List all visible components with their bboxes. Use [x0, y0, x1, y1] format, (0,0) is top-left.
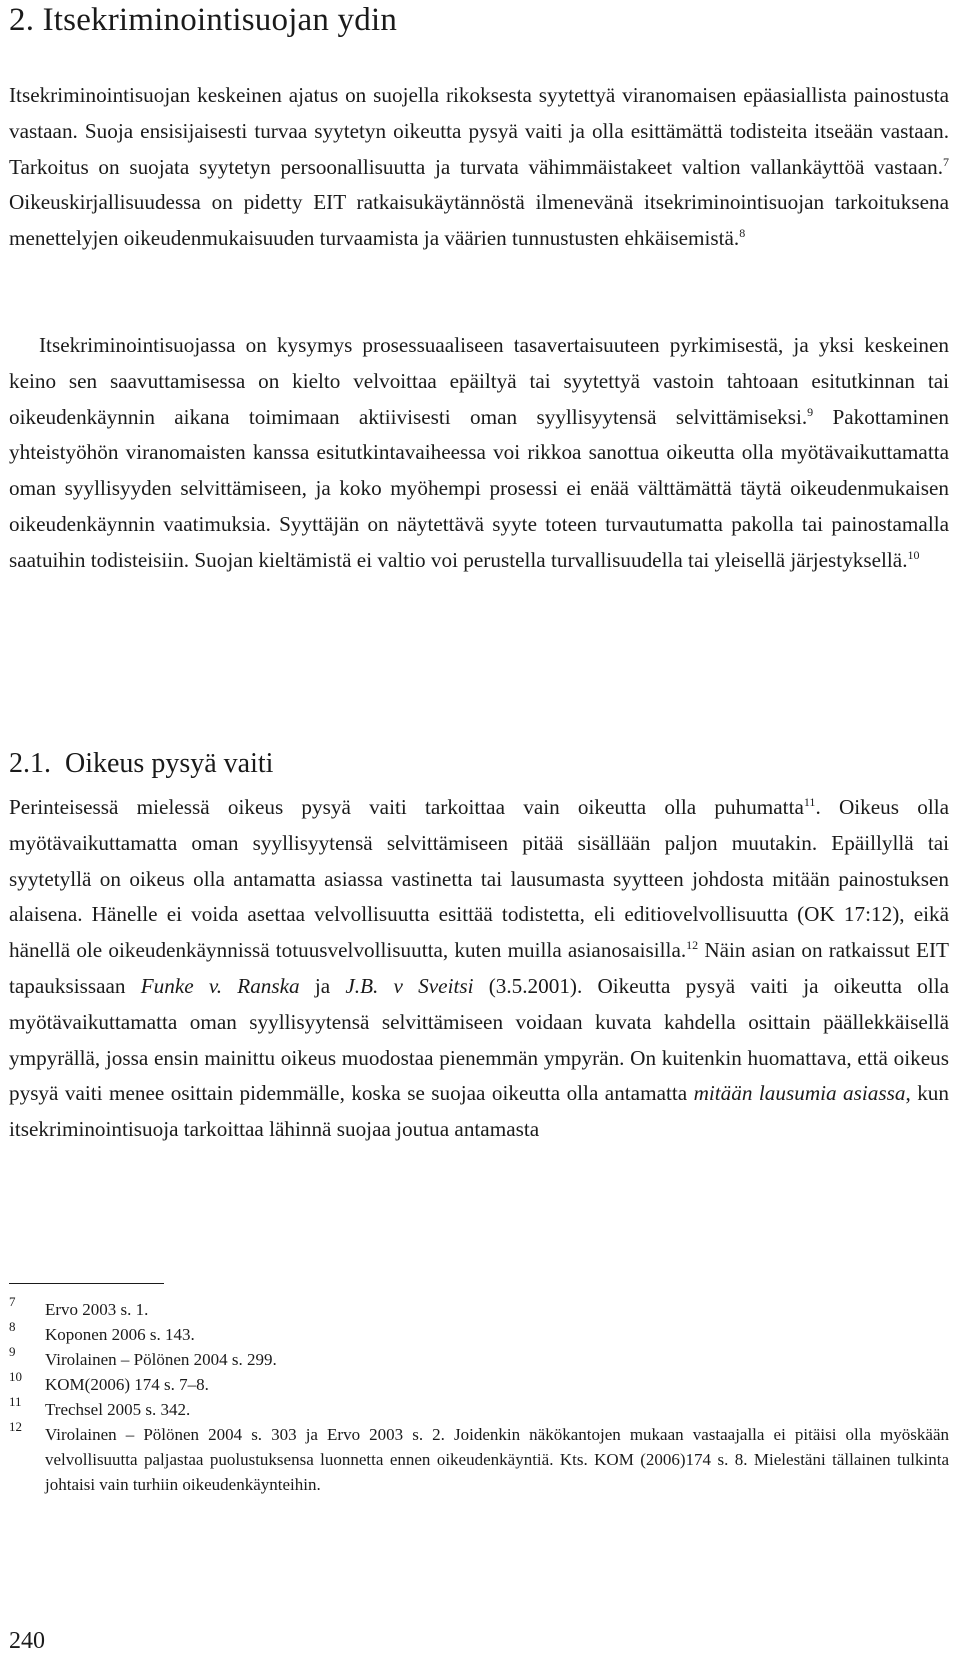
footnote-text: Trechsel 2005 s. 342.	[45, 1400, 191, 1419]
footnote-number: 12	[9, 1419, 22, 1434]
footnote-number: 11	[9, 1394, 22, 1409]
footnote-divider	[9, 1283, 164, 1284]
section-heading: 2. Itsekriminointisuojan ydin	[9, 2, 398, 38]
italic-phrase: mitään lausumia asiassa	[693, 1081, 906, 1106]
footnote-12	[9, 1419, 949, 1497]
paragraph-2	[9, 328, 949, 579]
footnote-text: Virolainen – Pölönen 2004 s. 299.	[45, 1350, 277, 1369]
paragraph-2-text-a: Itsekriminointisuojassa on kysymys prosessuaaliseen tasavertaisuuteen pyrkimisestä, ja yksi keskeinen keino sen saavuttamisessa on kielto velvoittaa epäiltyä tai syytettyä vastoin tahtoaan esitutkinnan tai oikeudenkäynnin aikana toimimaan aktiivisesti oman syyllisyytensä selvittämiseksi.	[9, 333, 949, 429]
footnote-ref-11[interactable]: 11	[803, 794, 816, 809]
paragraph-3-text-e: (3.5.2001). Oikeutta pysyä vaiti ja oikeutta olla myötävaikuttamatta oman syyllisyytensä selvittämiseen voidaan kuvata kahdella osittain päällekkäisellä ympyrällä, jossa ensin mainittu oikeus muodostaa pienemmän ympyrän. On kuitenkin huomattava, että oikeus pysyä vaiti menee osittain pidemmälle, koska se suojaa oikeutta olla antamatta	[9, 973, 949, 1106]
footnote-number: 10	[9, 1369, 22, 1384]
paragraph-3-text-a: Perinteisessä mielessä oikeus pysyä vaiti tarkoittaa vain oikeutta olla puhumatta	[9, 795, 804, 819]
paragraph-1-text-a: Itsekriminointisuojan keskeinen ajatus on suojella rikoksesta syytettyä viranomaisen epäasiallista painostusta vastaan. Suoja ensisijaisesti turvaa syytetyn oikeutta pysyä vaiti ja olla esittämättä todisteita itseään vastaan. Tarkoitus on suojata syytetyn persoonallisuutta ja turvata vähimmäistakeet valtion vallankäyttöä vastaan.	[9, 83, 949, 179]
paragraph-1-text-b: Oikeuskirjallisuudessa on pidetty EIT ratkaisukäytännöstä ilmenevänä itsekriminointisuojan tarkoituksena menettelyjen oikeudenmukaisuuden turvaamista ja väärien tunnustusten ehkäisemistä.	[9, 190, 949, 251]
footnote-8	[9, 1319, 949, 1347]
paragraph-1	[9, 78, 949, 257]
footnote-ref-12[interactable]: 12	[686, 938, 699, 953]
footnote-text: Koponen 2006 s. 143.	[45, 1325, 195, 1344]
paragraph-3-text-b: . Oikeus olla myötävaikuttamatta oman syyllisyytensä selvittämiseen pitää sisällään paljon muutakin. Epäillyllä tai syytetyllä on oikeus olla antamatta asiassa vastinetta tai lausumasta syytteen johdosta mitään painostuksen alaisena. Hänelle ei voida asettaa velvollisuutta esittää todistetta, eli editiovelvollisuutta (OK 17:12), eikä hänellä ole oikeudenkäynnissä totuusvelvollisuutta, kuten muilla asianosaisilla.	[9, 795, 950, 963]
footnote-ref-9[interactable]: 9	[807, 404, 814, 419]
footnote-9	[9, 1344, 949, 1372]
footnote-10	[9, 1369, 949, 1397]
page-number: 240	[9, 1628, 45, 1654]
footnote-11	[9, 1394, 949, 1422]
paragraph-3-text-f: , kun itsekriminointisuoja tarkoittaa lähinnä suojaa joutua antamasta	[9, 1081, 949, 1142]
footnote-text: KOM(2006) 174 s. 7–8.	[45, 1375, 209, 1394]
footnote-number: 9	[9, 1344, 16, 1359]
footnote-number: 8	[9, 1319, 16, 1334]
footnote-text: Ervo 2003 s. 1.	[45, 1300, 149, 1319]
footnote-ref-7[interactable]: 7	[943, 154, 949, 169]
case-name-funke: Funke v. Ranska	[140, 973, 300, 998]
footnote-7	[9, 1294, 949, 1322]
paragraph-2-text-b: Pakottaminen yhteistyöhön viranomaisten kanssa esitutkintavaiheessa voi rikkoa sanottua oikeutta olla myötävaikuttamatta oman syyllisyyden selvittämiseen, ja koko myöhempi prosessi ei enää välttämättä täytä oikeudenmukaisen oikeudenkäynnin vaatimuksia. Syyttäjän on näytettävä syyte toteen turvautumatta pakolla tai painostamalla saatuihin todisteisiin. Suojan kieltämistä ei valtio voi perustella turvallisuudella tai yleisellä järjestyksellä.	[9, 404, 949, 572]
paragraph-3-text-d: ja	[299, 973, 346, 998]
footnote-ref-8[interactable]: 8	[739, 226, 746, 241]
paragraph-3-text-c: Näin asian on ratkaissut EIT tapauksissaan	[9, 938, 949, 998]
footnote-ref-10[interactable]: 10	[907, 547, 920, 562]
paragraph-3	[9, 790, 949, 1148]
footnotes	[9, 1294, 949, 1497]
footnote-number: 7	[9, 1294, 16, 1309]
footnote-text: Virolainen – Pölönen 2004 s. 303 ja Ervo 2003 s. 2. Joidenkin näkökantojen mukaan vastaajalla ei pitäisi olla myöskään velvollisuutta paljastaa puolustuksensa luonnetta ennen oikeudenkäyntiä. Kts. KOM (2006)174 s. 8. Mielestäni tällainen tulkinta johtaisi vain turhiin oikeudenkäynteihin.	[45, 1425, 949, 1494]
subsection-heading: 2.1. Oikeus pysyä vaiti	[9, 748, 274, 779]
case-name-jb: J.B. v Sveitsi	[345, 973, 474, 998]
